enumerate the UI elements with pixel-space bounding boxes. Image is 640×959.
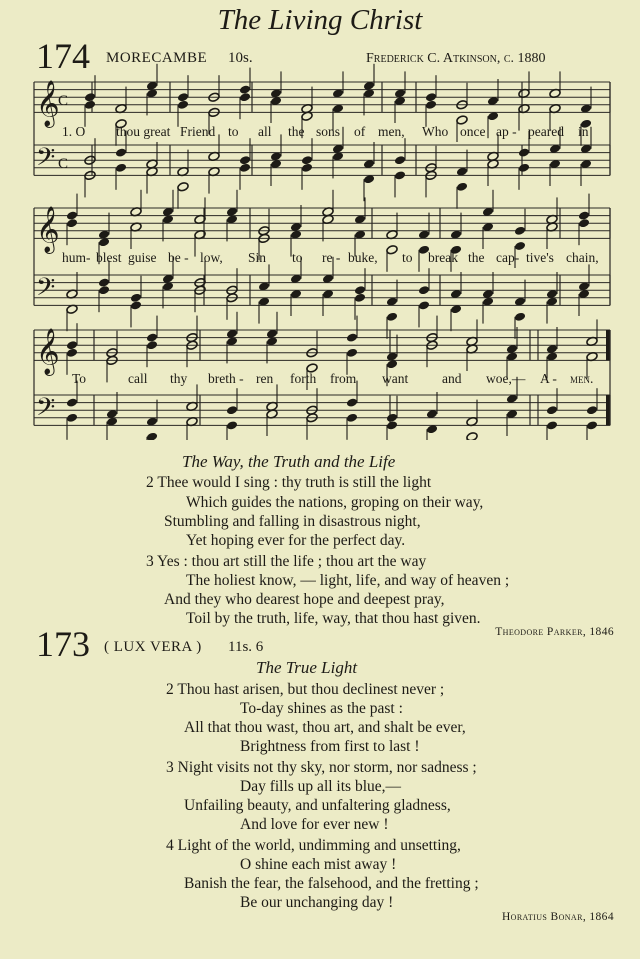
verse-line: Banish the fear, the falsehood, and the fretting ; [184, 875, 479, 892]
note-head [66, 218, 78, 228]
note-head [66, 413, 78, 423]
lyric-syllable: To [72, 371, 87, 386]
note-head [578, 218, 590, 228]
page-title: The Living Christ [217, 4, 423, 36]
note-head [66, 397, 78, 407]
note-head [130, 293, 142, 303]
lyric-syllable: ren [256, 371, 274, 386]
lyric-syllable: forth [290, 371, 317, 386]
author-attribution-bonar: Horatius Bonar, 1864 [501, 911, 614, 923]
lyric-syllable: thou great [116, 124, 171, 139]
bass-clef-icon: 𝄢 [36, 272, 56, 308]
lyric-syllable: ap - [496, 124, 517, 139]
author-attribution-parker: Theodore Parker, 1846 [495, 626, 614, 638]
bass-clef-icon: 𝄢 [36, 392, 56, 428]
note-head [239, 163, 251, 173]
note-head [394, 155, 406, 165]
note-head [115, 147, 127, 157]
hymn-173-meter: 11s. 6 [228, 639, 264, 655]
note-head [394, 170, 406, 180]
lyric-syllable: breth - [208, 371, 244, 386]
lyric-syllable: to [402, 250, 413, 265]
note-head [177, 100, 189, 110]
verse-line: 2 Thou hast arisen, but thou declinest never ; [166, 681, 445, 698]
lyric-syllable: sons [316, 124, 341, 139]
lyric-syllable: low, [200, 250, 223, 265]
lyric-syllable: A - [540, 371, 557, 386]
lyric-syllable: from [330, 371, 357, 386]
lyric-syllable: thy [170, 371, 188, 386]
note-head [239, 84, 251, 94]
verse-line: Yet hoping ever for the perfect day. [186, 532, 406, 549]
lyric-syllable: tive's [526, 250, 554, 265]
lyric-syllable: buke, [348, 250, 378, 265]
lyric-syllable: and [442, 371, 462, 386]
lyric-syllable: peared [528, 124, 564, 139]
lyric-syllable: woe,— [486, 371, 526, 386]
verse-line: 4 Light of the world, undimming and unsetting, [166, 837, 461, 854]
note-head [578, 210, 590, 220]
note-head [466, 432, 478, 440]
verse-line: The holiest know, — light, life, and way of heaven ; [186, 572, 510, 589]
hymn-174-tune-name: MORECAMBE [106, 50, 208, 66]
hymn-173-number: 173 [36, 624, 90, 664]
note-head [226, 405, 238, 415]
note-head [146, 432, 158, 440]
note-head [418, 285, 430, 295]
section-subtitle-way-truth-life: The Way, the Truth and the Life [182, 452, 396, 471]
note-head [425, 92, 437, 102]
lyric-syllable: be - [168, 250, 189, 265]
common-time-icon: C [58, 92, 69, 109]
note-head [386, 420, 398, 430]
treble-clef-icon: 𝄞 [36, 328, 60, 375]
note-head [346, 413, 358, 423]
note-head [146, 332, 158, 342]
lyric-syllable: blest [96, 250, 122, 265]
lyric-syllable: in [578, 124, 589, 139]
verse-line: Which guides the nations, groping on their way, [186, 494, 484, 511]
note-head [586, 420, 598, 430]
note-head [586, 405, 598, 415]
note-head [354, 285, 366, 295]
verse-line: O shine each mist away ! [240, 856, 397, 873]
note-head [518, 147, 530, 157]
note-head [456, 182, 468, 192]
lyric-syllable: Who [422, 124, 449, 139]
note-head [386, 413, 398, 423]
verse-line: 2 Thee would I sing : thy truth is still the light [146, 474, 432, 491]
section-subtitle-true-light: The True Light [256, 658, 358, 677]
note-head [386, 312, 398, 322]
note-head [177, 182, 189, 192]
lyric-syllable: 1. O [62, 124, 86, 139]
note-head [418, 300, 430, 310]
note-head [177, 92, 189, 102]
verse-line: 3 Yes : thou art still the life ; thou art the way [146, 553, 427, 570]
treble-clef-icon: 𝄞 [36, 80, 60, 127]
verse-line: Day fills up all its blue,— [240, 778, 402, 795]
lyric-syllable: chain, [566, 250, 599, 265]
note-head [518, 163, 530, 173]
common-time-icon: C [58, 155, 69, 172]
lyric-syllable: of [354, 124, 366, 139]
note-head [514, 312, 526, 322]
hymn-173-tune-name: ( LUX VERA ) [104, 639, 202, 655]
note-head [239, 92, 251, 102]
lyric-syllable: to [292, 250, 303, 265]
note-head [354, 293, 366, 303]
note-head [346, 397, 358, 407]
lyric-syllable: want [382, 371, 409, 386]
lyric-syllable: once [460, 124, 486, 139]
lyric-syllable: Friend [180, 124, 216, 139]
lyric-syllable: re - [322, 250, 341, 265]
note-head [546, 420, 558, 430]
note-head [66, 348, 78, 358]
treble-clef-icon: 𝄞 [36, 206, 60, 253]
lyric-syllable: the [468, 250, 485, 265]
bass-clef-icon: 𝄢 [36, 142, 56, 178]
note-head [301, 155, 313, 165]
hymn-174-composer: Frederick C. Atkinson, c. 1880 [366, 51, 546, 66]
verse-line: 3 Night visits not thy sky, nor storm, nor sadness ; [166, 759, 477, 776]
note-head [514, 226, 526, 236]
lyric-syllable: call [128, 371, 148, 386]
lyric-syllable: break [428, 250, 458, 265]
note-head [386, 245, 398, 255]
note-head [346, 348, 358, 358]
note-head [301, 163, 313, 173]
note-head [115, 163, 127, 173]
note-head [98, 285, 110, 295]
note-head [66, 340, 78, 350]
note-head [84, 100, 96, 110]
verse-line: Be our unchanging day ! [240, 894, 394, 911]
note-head [226, 420, 238, 430]
note-head [66, 210, 78, 220]
lyric-syllable: guise [128, 250, 157, 265]
hymn-174-meter: 10s. [228, 50, 253, 66]
note-head [346, 332, 358, 342]
verse-line: Toil by the truth, life, way, that thou hast given. [186, 610, 481, 627]
note-head [146, 340, 158, 350]
verse-line: All that thou wast, thou art, and shalt be ever, [184, 719, 466, 736]
hymn-174-number: 174 [36, 36, 90, 76]
verse-line: Brightness from first to last ! [240, 738, 420, 755]
note-head [425, 100, 437, 110]
verse-line: Unfailing beauty, and unfaltering gladness, [184, 797, 451, 814]
note-head [98, 277, 110, 287]
verse-line: And love for ever new ! [240, 816, 389, 833]
lyric-syllable: cap- [496, 250, 520, 265]
lyric-syllable: hum- [62, 250, 91, 265]
note-head [546, 405, 558, 415]
lyric-syllable: all [258, 124, 272, 139]
note-head [130, 300, 142, 310]
lyric-syllable: the [288, 124, 305, 139]
note-head [239, 155, 251, 165]
verse-line: And they who dearest hope and deepest pray, [164, 591, 445, 608]
lyric-syllable: men, [378, 124, 405, 139]
lyric-syllable: men. [570, 371, 594, 386]
verse-line: To-day shines as the past : [240, 700, 403, 717]
lyric-syllable: to [228, 124, 239, 139]
lyric-syllable: Sin [248, 250, 267, 265]
verse-line: Stumbling and falling in disastrous night, [164, 513, 421, 530]
note-head [84, 92, 96, 102]
